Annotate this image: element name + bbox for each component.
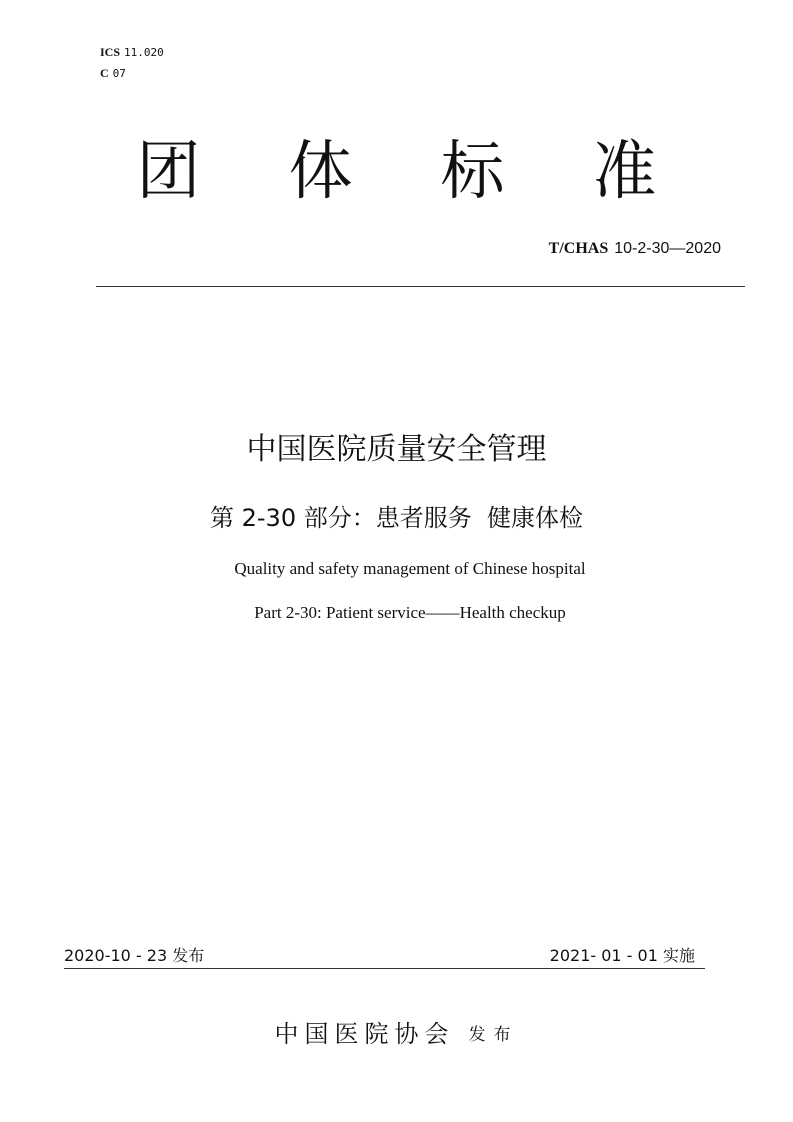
ics-line	[100, 42, 164, 63]
standard-type-title	[0, 132, 793, 212]
footer-divider	[64, 968, 705, 969]
effective-date: 2021- 01 - 01 实施	[549, 946, 695, 965]
document-subtitle-zh: 第 2-30 部分：患者服务 健康体检	[210, 504, 583, 532]
title-char: 准	[592, 135, 657, 209]
document-title-zh: 中国医院质量安全管理	[246, 432, 547, 467]
ics-block	[100, 42, 164, 84]
title-char: 体	[288, 135, 353, 209]
publisher-org: 中国医院协会	[274, 1020, 455, 1048]
standard-code: 10-2-30—2020	[614, 240, 721, 257]
document-subtitle-en: Part 2-30: Patient service——Health checkup	[254, 603, 566, 622]
standard-number	[549, 238, 721, 260]
classification-line	[100, 63, 164, 84]
publisher-line	[0, 1016, 793, 1053]
document-title-en: Quality and safety management of Chinese hospital	[234, 559, 586, 578]
ics-label: ICS	[100, 45, 121, 59]
standard-prefix: T/CHAS	[548, 240, 609, 257]
publisher-action: 发布	[468, 1025, 519, 1045]
classification-value: 07	[112, 67, 126, 80]
classification-label: C	[100, 66, 109, 80]
title-char: 团	[136, 135, 201, 209]
publish-date: 2020-10 - 23 发布	[64, 946, 205, 965]
title-char: 标	[440, 135, 505, 209]
header-divider	[96, 286, 745, 287]
ics-value: 11.020	[124, 46, 164, 59]
